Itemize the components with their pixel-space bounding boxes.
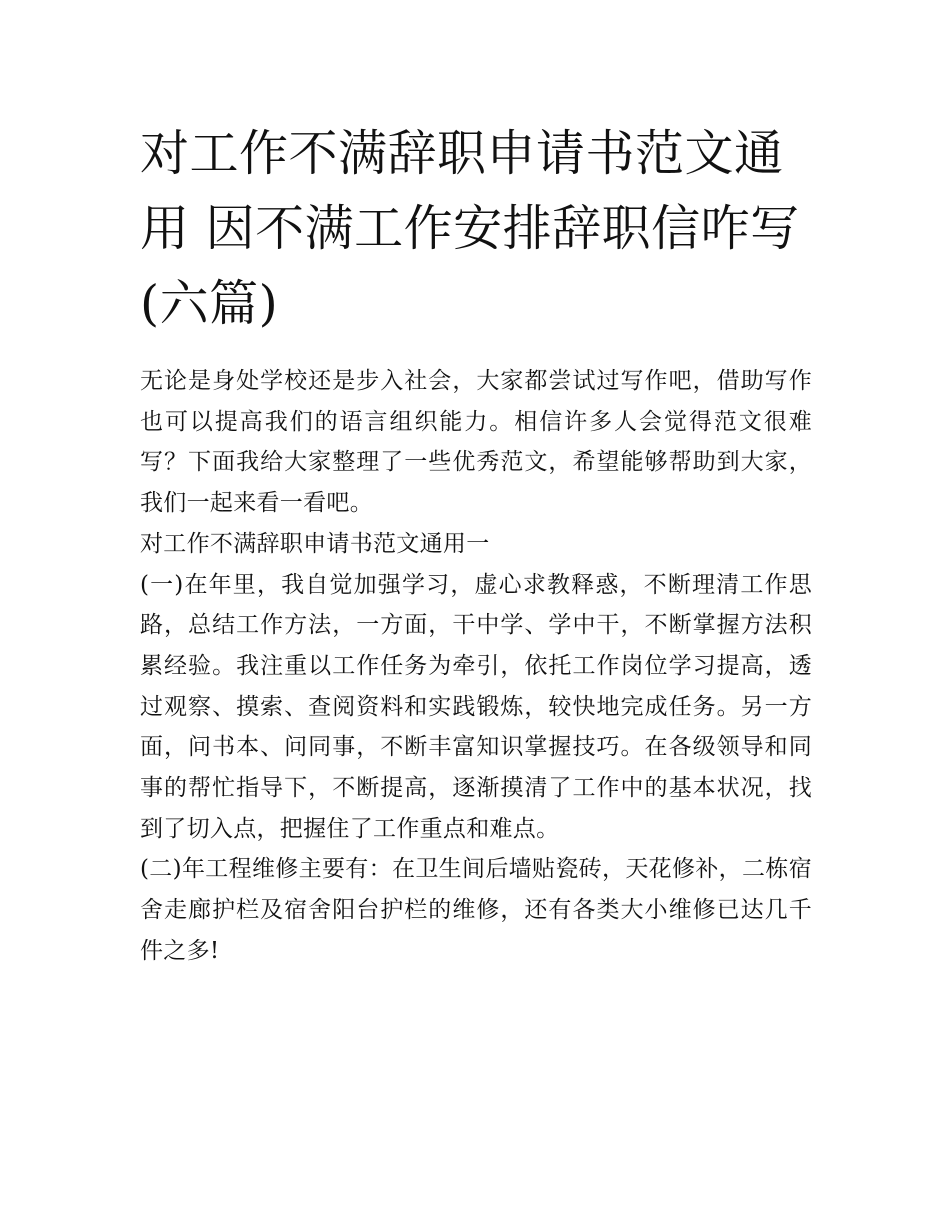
document-title: 对工作不满辞职申请书范文通用 因不满工作安排辞职信咋写(六篇) [140, 125, 800, 332]
body-paragraph-2: (二)年工程维修主要有：在卫生间后墙贴瓷砖，天花修补，二栋宿舍走廊护栏及宿舍阳台护栏的维修，还有各类大小维修已达几千件之多! [140, 856, 812, 964]
document-page [140, 0, 812, 972]
body-paragraph-1: (一)在年里，我自觉加强学习，虚心求教释惑，不断理清工作思路，总结工作方法，一方面，干中学、学中干，不断掌握方法积累经验。我注重以工作任务为牵引，依托工作岗位学习提高，透过观察、摸索、查阅资料和实践锻炼，较快地完成任务。另一方面，问书本、问同事，不断丰富知识掌握技巧。在各级领导和同事的帮忙指导下，不断提高，逐渐摸清了工作中的基本状况，找到了切入点，把握住了工作重点和难点。 [140, 571, 812, 842]
section-heading: 对工作不满辞职申请书范文通用一 [140, 530, 490, 557]
intro-paragraph: 无论是身处学校还是步入社会，大家都尝试过写作吧，借助写作也可以提高我们的语言组织能力。相信许多人会觉得范文很难写？下面我给大家整理了一些优秀范文，希望能够帮助到大家，我们一起来看一看吧。 [140, 368, 812, 517]
document-body [140, 361, 812, 972]
